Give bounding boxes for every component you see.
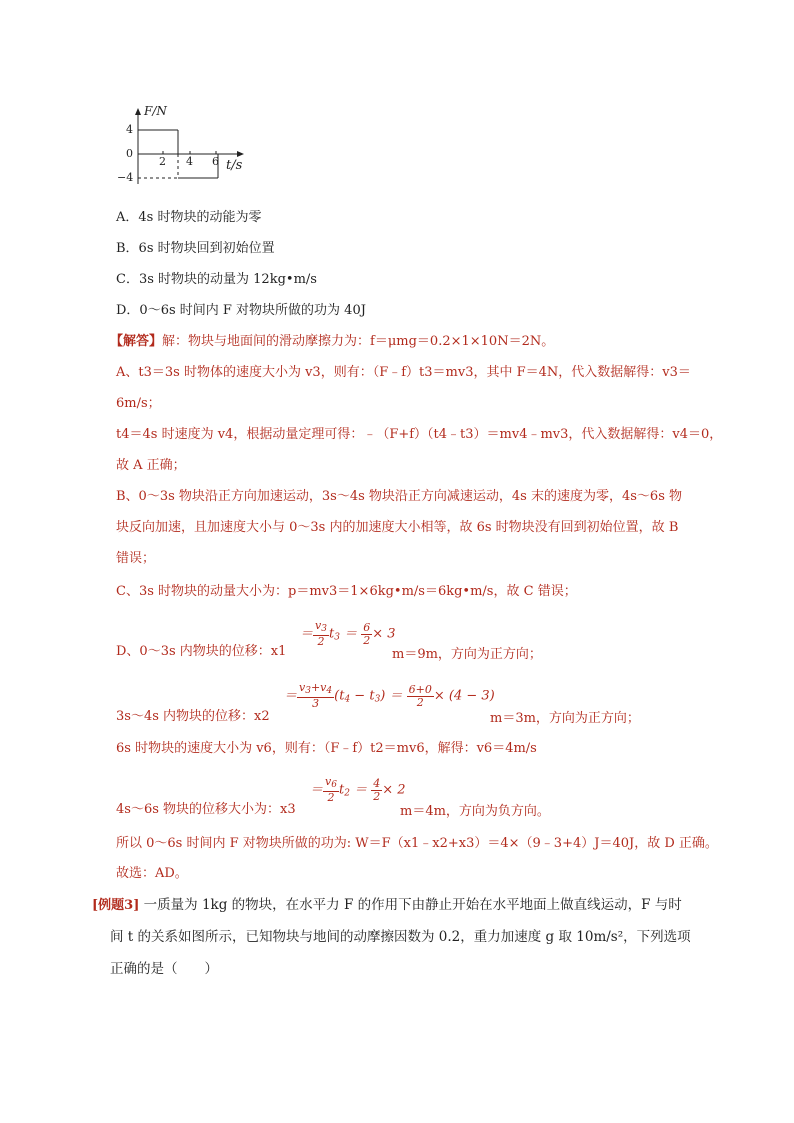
answer-a-line2: 6m/s； (116, 396, 161, 411)
y-tick-0: 0 (126, 147, 133, 160)
option-a: A．4s 时物块的动能为零 (116, 210, 262, 225)
answer-c-line: C、3s 时物块的动量大小为：p＝mv3＝1×6kg•m/s＝6kg•m/s，故 C 错误； (116, 584, 577, 599)
answer-tag: 【解答】 (110, 334, 163, 349)
formula-x3: ＝ $\frac{v_6}{2}$ $t_2$ ＝ $\frac{4}{2}$ × 2 (310, 775, 406, 804)
force-time-graph (110, 100, 260, 190)
example3-line3: 正确的是（ ） (110, 961, 218, 977)
answer-b-line2: 块反向加速，且加速度大小与 0～3s 内的加速度大小相等，故 6s 时物块没有回到初始位置，故 B (116, 520, 679, 535)
x-axis-label: t/s (226, 158, 243, 173)
answer-d4-post: m＝4m，方向为负方向。 (400, 804, 550, 819)
y-axis-label: F/N (144, 104, 167, 118)
answer-d1-post: m＝9m，方向为正方向； (392, 647, 542, 662)
option-b: B．6s 时物块回到初始位置 (116, 241, 275, 256)
example3-line1: 一质量为 1kg 的物块，在水平力 F 的作用下由静止开始在水平地面上做直线运动，F 与时 (143, 897, 682, 913)
answer-intro: 解：物块与地面间的滑动摩擦力为：f＝μmg＝0.2×1×10N＝2N。 (162, 334, 555, 349)
formula-x1: ＝ $\frac{v_3}{2}$ $t_3$ ＝ $\frac{6}{2}$ × 3 (300, 619, 396, 648)
y-tick-neg4: −4 (117, 171, 134, 184)
answer-a-line1: A、t3＝3s 时物体的速度大小为 v3，则有：（F﹣f）t3＝mv3，其中 F＝4N，代入数据解得：v3＝ (116, 365, 691, 380)
x-axis-arrow (237, 151, 244, 157)
answer-work-line: 所以 0～6s 时间内 F 对物块所做的功为: W＝F（x1﹣x2+x3）＝4×（9﹣3+4）J＝40J，故 D 正确。 (116, 836, 718, 851)
example3-label: [例题3] (92, 898, 140, 913)
formula-x2: ＝ $\frac{v_3+v_4}{3}$ $(t_4 - t_3)$ ＝ $\frac{6+0}{2}$ × (4 − 3) (284, 681, 495, 710)
answer-d4-pre: 4s～6s 物块的位移大小为：x3 (116, 802, 296, 817)
y-tick-4: 4 (126, 123, 133, 136)
answer-d2-post: m＝3m，方向为正方向； (490, 711, 640, 726)
option-d: D．0～6s 时间内 F 对物块所做的功为 40J (116, 303, 366, 318)
answer-a-line3: t4＝4s 时速度为 v4，根据动量定理可得：﹣（F+f）（t4﹣t3）＝mv4﹣mv3，代入数据解得：v4＝0， (116, 427, 723, 442)
answer-choice: 故选：AD。 (116, 866, 188, 881)
answer-intro-line (110, 330, 554, 349)
option-c: C．3s 时物块的动量为 12kg•m/s (116, 272, 317, 287)
answer-a-line4: 故 A 正确； (116, 458, 186, 473)
y-axis-arrow (135, 108, 141, 115)
x-tick-6: 6 (212, 155, 219, 168)
x-tick-2: 2 (159, 155, 166, 168)
example3-line1-row (92, 893, 682, 913)
x-tick-4: 4 (186, 155, 193, 168)
answer-d3-line: 6s 时物块的速度大小为 v6，则有：（F﹣f）t2＝mv6，解得：v6＝4m/s (116, 741, 537, 756)
answer-b-line1: B、0～3s 物块沿正方向加速运动，3s～4s 物块沿正方向减速运动，4s 末的速度为零，4s～6s 物 (116, 489, 683, 504)
answer-b-line3: 错误； (116, 551, 156, 566)
answer-d2-pre: 3s～4s 内物块的位移：x2 (116, 709, 270, 724)
example3-line2: 间 t 的关系如图所示，已知物块与地间的动摩擦因数为 0.2，重力加速度 g 取 10m/s²，下列选项 (110, 929, 691, 945)
answer-d1-pre: D、0～3s 内物块的位移：x1 (116, 644, 287, 659)
